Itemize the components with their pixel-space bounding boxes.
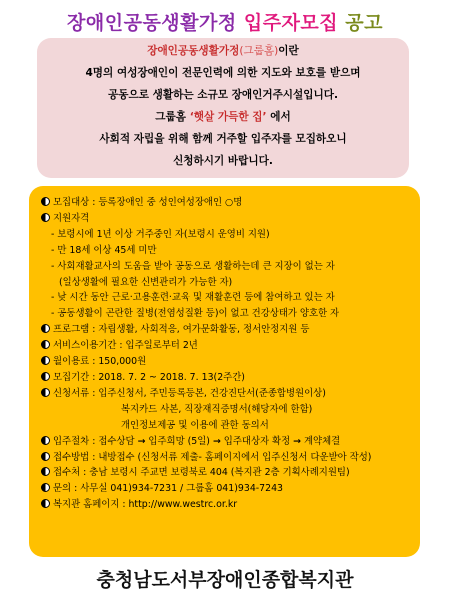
- half-circle-bullet-icon: [41, 388, 50, 397]
- qualification-item: - 사회재활교사의 도움을 받아 공동으로 생활하는데 큰 지장이 없는 자: [51, 260, 335, 272]
- notice-fee-text: 월이용료 : 150,000원: [53, 356, 147, 368]
- intro-line-2: 4명의 여성장애인이 전문인력에 의한 지도와 보호를 받으며: [85, 67, 361, 79]
- half-circle-bullet-icon: [41, 356, 50, 365]
- process-step-hope: 입주희망 (5일): [148, 435, 210, 447]
- notice-box: [29, 186, 420, 557]
- arrow-right-icon: →: [212, 435, 221, 447]
- notice-period-text: 서비스이용기간 : 입주일로부터 2년: [53, 340, 198, 352]
- notice-apply-method-text: 접수방법 : 내방접수 (신청서류 제출- 홈페이지에서 입주신청서 다운받아 작성): [53, 451, 372, 463]
- homepage-link[interactable]: 복지관 홈페이지 : http://www.westrc.or.kr: [53, 499, 238, 511]
- notice-qualification: [41, 211, 420, 227]
- process-step-contract: 계약체결: [303, 435, 341, 447]
- notice-process: [41, 434, 420, 450]
- notice-docs-line-2: 복지카드 사본, 직장재직증명서(해당자에 한함): [121, 403, 313, 415]
- half-circle-bullet-icon: [41, 467, 50, 476]
- intro-line-4-tail: 에서: [270, 111, 291, 123]
- intro-line-5: 사회적 자립을 위해 함께 거주할 입주자를 모집하오니: [99, 133, 347, 145]
- notice-docs: [41, 386, 420, 402]
- intro-line-4: [37, 106, 409, 128]
- intro-line-4-head: 그룹홈: [155, 111, 186, 123]
- half-circle-bullet-icon: [41, 499, 50, 508]
- notice-qualification-text: 지원자격: [53, 212, 90, 224]
- intro-line-1: [37, 40, 409, 62]
- notice-target-text: 모집대상 : 등록장애인 중 성인여성장애인 ○명: [53, 197, 243, 208]
- intro-line-3: 공동으로 생활하는 소규모 장애인거주시설입니다.: [108, 89, 338, 101]
- title-part-facility: 장애인공동생활가정: [67, 12, 237, 34]
- arrow-right-icon: →: [137, 435, 146, 447]
- notice-target: [41, 195, 420, 211]
- intro-line-1-tail: 이란: [278, 45, 299, 57]
- qualification-item: - 낮 시간 동안 근로·고용훈련·교육 및 재활훈련 등에 참여하고 있는 자: [51, 292, 335, 304]
- title-part-notice: 공고: [345, 12, 383, 34]
- intro-home-name: ‘햇살 가득한 집’: [189, 111, 267, 123]
- notice-contact-text: 문의 : 사무실 041)934-7231 / 그룹홈 041)934-7243: [53, 483, 284, 495]
- arrow-right-icon: →: [293, 435, 301, 447]
- qualification-item: - 보령시에 1년 이상 거주중인 자(보령시 운영비 지원): [51, 228, 270, 240]
- intro-facility-name: 장애인공동생활가정: [147, 45, 240, 57]
- notice-apply-place-text: 접수처 : 충남 보령시 주교면 보령북로 404 (복지관 2층 기획사례지원팀): [53, 467, 350, 479]
- notice-program: [41, 322, 420, 338]
- process-step-consult: 입주절차 : 접수상담: [53, 435, 135, 447]
- notice-program-text: 프로그램 : 자립생활, 사회적응, 여가문화활동, 정서안정지원 등: [53, 324, 310, 336]
- qualification-item: - 만 18세 이상 45세 미만: [51, 244, 157, 256]
- title-part-recruit: 입주자모집: [243, 12, 339, 34]
- organization-name: 충청남도서부장애인종합복지관: [96, 569, 354, 591]
- notice-homepage: [41, 497, 420, 513]
- process-step-confirm: 입주대상자 확정: [223, 435, 291, 447]
- half-circle-bullet-icon: [41, 436, 50, 445]
- intro-group-label: (그룹홈): [239, 45, 279, 57]
- notice-fee: [41, 354, 420, 370]
- half-circle-bullet-icon: [41, 213, 50, 222]
- notice-contact: [41, 481, 420, 497]
- notice-docs-text: 신청서류 : 입주신청서, 주민등록등본, 건강진단서(준종합병원이상): [53, 387, 326, 399]
- notice-recruit-period-text: 모집기간 : 2018. 7. 2 ~ 2018. 7. 13(2주간): [53, 371, 245, 383]
- half-circle-bullet-icon: [41, 324, 50, 333]
- page-title: [0, 8, 450, 35]
- qualification-item: (일상생활에 필요한 신변관리가 가능한 자): [59, 276, 233, 288]
- intro-box: [37, 38, 409, 178]
- notice-apply-place: [41, 465, 420, 481]
- notice-recruit-period: [41, 370, 420, 386]
- half-circle-bullet-icon: [41, 197, 50, 206]
- half-circle-bullet-icon: [41, 372, 50, 381]
- notice-apply-method: [41, 450, 420, 466]
- qualification-item: - 공동생활이 곤란한 질병(전염성질환 등)이 없고 건강상태가 양호한 자: [51, 308, 340, 320]
- half-circle-bullet-icon: [41, 452, 50, 461]
- half-circle-bullet-icon: [41, 483, 50, 492]
- notice-docs-line-3: 개인정보제공 및 이용에 관한 동의서: [121, 419, 269, 431]
- notice-period: [41, 338, 420, 354]
- half-circle-bullet-icon: [41, 340, 50, 349]
- intro-line-6: 신청하시기 바랍니다.: [173, 155, 273, 167]
